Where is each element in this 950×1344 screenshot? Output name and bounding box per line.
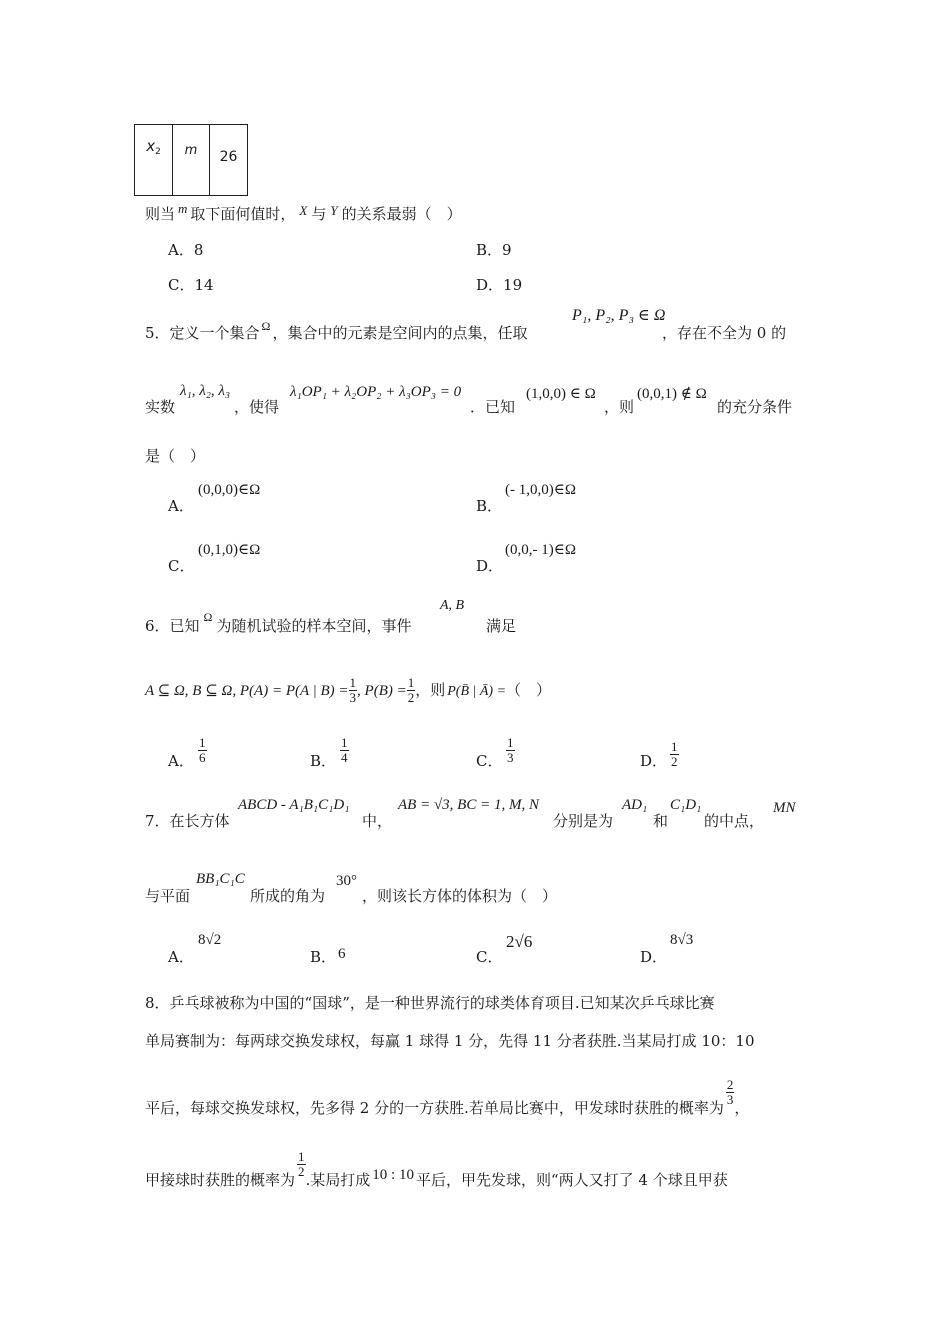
q7-option-b-label[interactable]: B． [310, 948, 337, 966]
q7-option-c-label[interactable]: C． [476, 948, 503, 966]
q5-target: (0,0,1) ∉ Ω [637, 386, 707, 402]
q6-events: A, B [440, 598, 465, 613]
q7-plane: BB₁C₁C [196, 871, 245, 887]
q7-line1b: 分别是为 [553, 812, 614, 830]
q6-frac1-num: 1 [349, 675, 357, 690]
q8-line2: 单局赛制为：每两球交换发球权，每赢 1 球得 1 分，先得 11 分者获胜.当某局打成 10：10 [145, 1032, 755, 1050]
q5-line2e: 的充分条件 [717, 398, 793, 416]
q7-c1d1: C₁D₁ [670, 797, 702, 813]
q6-optB-num: 1 [341, 735, 348, 750]
q6-cond: A ⊆ Ω, B ⊆ Ω, P(A) = P(A | B) = [145, 683, 349, 699]
q6-optC-num: 1 [507, 735, 514, 750]
q8-line4a: 甲接球时获胜的概率为 [145, 1171, 296, 1189]
q4-option-d[interactable]: D．19 [476, 276, 523, 294]
q4-option-b[interactable]: B．9 [476, 241, 512, 259]
q7-ad1: AD₁ [622, 797, 648, 813]
q6-line1b: 为随机试验的样本空间，事件 [216, 617, 412, 635]
q6-line1 [145, 610, 412, 636]
q6-optD-num: 1 [671, 739, 678, 754]
q7-line2b: 所成的角为 [250, 887, 326, 905]
q4-mid: 取下面何值时， [190, 205, 296, 223]
q5-option-d[interactable]: (0,0,- 1)∈Ω [505, 542, 576, 558]
q4-pre: 则当 [145, 205, 176, 223]
q5-line1a: 5．定义一个集合 [145, 324, 260, 342]
q5-line3: 是（ ） [145, 447, 206, 465]
q7-line2a: 与平面 [145, 887, 191, 905]
q7-option-d-label[interactable]: D． [640, 948, 668, 966]
q6-option-c[interactable] [506, 736, 515, 765]
q8-line3a: 平后，每球交换发球权，先多得 2 分的一方获胜.若单局比赛中，甲发球时获胜的概率为 [145, 1099, 724, 1117]
q6-optC-den: 3 [507, 750, 514, 765]
q8-line4c: 平后，甲先发球，则“两人又打了 4 个球且甲获 [415, 1171, 728, 1189]
q6-optB-den: 4 [341, 750, 348, 765]
table-row [135, 125, 248, 196]
q6-option-d[interactable] [670, 740, 679, 769]
q5-option-d-label[interactable]: D． [476, 557, 504, 575]
q8-f2-den: 2 [298, 1164, 305, 1179]
q6-frac1-den: 3 [349, 690, 357, 705]
q8-frac-one-half [297, 1150, 306, 1179]
value-26: 26 [219, 149, 238, 165]
table-cell-m [173, 125, 210, 196]
q8-f1-num: 2 [726, 1077, 734, 1092]
q8-line3 [145, 1077, 750, 1117]
q7-line1c: 的中点， [704, 812, 765, 830]
q7-angle: 30° [336, 873, 357, 889]
q4-post: 的关系最弱（ ） [341, 205, 462, 223]
q8-line1: 8．乒乓球被称为中国的“国球”，是一种世界流行的球类体育项目.已知某次乒乓球比赛 [145, 994, 715, 1012]
q5-line1c: ，存在不全为 0 的 [662, 324, 787, 342]
q6-cond2: , P(B) = [357, 683, 407, 699]
q5-lambdas: λ₁, λ₂, λ₃ [180, 383, 231, 399]
q8-score: 10 : 10 [372, 1167, 414, 1183]
q8-line4 [145, 1149, 728, 1189]
q6-option-c-label[interactable]: C． [476, 752, 503, 770]
q5-omega: Ω [261, 319, 271, 333]
q6-optD-den: 2 [671, 754, 678, 769]
q5-line2a: 实数 [145, 398, 176, 416]
x-label: x [146, 137, 156, 155]
q6-line1c: 满足 [486, 617, 517, 635]
q7-solid: ABCD - A₁B₁C₁D₁ [238, 797, 350, 813]
q5-line2b: ，使得 [234, 398, 280, 416]
q6-option-b-label[interactable]: B． [310, 752, 337, 770]
q5-line2d: ，则 [604, 398, 635, 416]
q6-paren: （ ） [506, 681, 552, 699]
q7-option-a[interactable]: 8√2 [198, 932, 222, 948]
table-cell-26 [210, 125, 248, 196]
q5-option-c[interactable]: (0,1,0)∈Ω [198, 542, 261, 558]
q5-line2c: ．已知 [470, 398, 516, 416]
q6-optA-den: 6 [199, 750, 206, 765]
q4-option-a[interactable]: A．8 [168, 241, 204, 259]
q6-line1a: 6．已知 [145, 617, 200, 635]
q6-condition [145, 676, 551, 705]
q6-frac-one-third [349, 676, 358, 705]
m-label: m [184, 143, 198, 158]
q7-line2c: ，则该长方体的体积为（ ） [362, 887, 558, 905]
q6-frac-one-half [407, 676, 416, 705]
q5-point-set: P₁, P₂, P₃ ∈ Ω [572, 307, 666, 324]
q5-line1 [145, 319, 528, 343]
q4-stem [145, 203, 462, 224]
q6-option-d-label[interactable]: D． [640, 752, 668, 770]
table-cell-x2 [135, 125, 173, 196]
q6-option-a-label[interactable]: A． [168, 752, 194, 770]
q5-equation: λ₁OP₁ + λ₂OP₂ + λ₃OP₃ = 0 [290, 384, 462, 400]
q8-f2-num: 1 [298, 1149, 305, 1164]
q6-option-b[interactable] [340, 736, 349, 765]
q4-x: X [299, 203, 308, 218]
q5-option-c-label[interactable]: C． [168, 557, 195, 575]
q5-option-a-label[interactable]: A． [168, 497, 194, 515]
q7-line1a: 7．在长方体 [145, 812, 230, 830]
q4-y: Y [330, 203, 338, 218]
x-sub: 2 [155, 147, 161, 157]
q6-ask: P(B̄ | Ā) = [447, 684, 507, 699]
q6-frac2-num: 1 [407, 675, 415, 690]
q7-option-d[interactable]: 8√3 [670, 932, 694, 948]
q7-option-c[interactable]: 2√6 [506, 932, 533, 951]
data-table [134, 124, 248, 196]
q8-line4b: .某局打成 [305, 1171, 371, 1189]
q6-option-a[interactable] [198, 736, 207, 765]
q5-option-b-label[interactable]: B． [476, 497, 503, 515]
q7-he: 和 [653, 812, 669, 830]
q4-yu: 与 [311, 205, 327, 223]
q5-option-a[interactable]: (0,0,0)∈Ω [198, 482, 261, 498]
q7-mn: MN [773, 800, 796, 816]
q5-option-b[interactable]: (- 1,0,0)∈Ω [505, 482, 576, 498]
q8-f1-den: 3 [726, 1092, 734, 1107]
q7-option-a-label[interactable]: A． [168, 948, 194, 966]
q7-option-b[interactable]: 6 [338, 946, 346, 962]
q6-optA-num: 1 [199, 735, 206, 750]
q4-m: m [178, 201, 188, 216]
q5-line1b: ，集合中的元素是空间内的点集，任取 [272, 324, 528, 342]
q4-option-c[interactable]: C．14 [168, 276, 214, 294]
q6-omega: Ω [203, 610, 213, 624]
q7-zhong: 中， [362, 812, 393, 830]
q5-known: (1,0,0) ∈ Ω [526, 386, 596, 402]
q8-line3b: ， [734, 1099, 750, 1117]
q6-then: ，则 [415, 681, 446, 699]
q7-given: AB = √3, BC = 1, M, N [398, 797, 539, 813]
q6-frac2-den: 2 [407, 690, 415, 705]
